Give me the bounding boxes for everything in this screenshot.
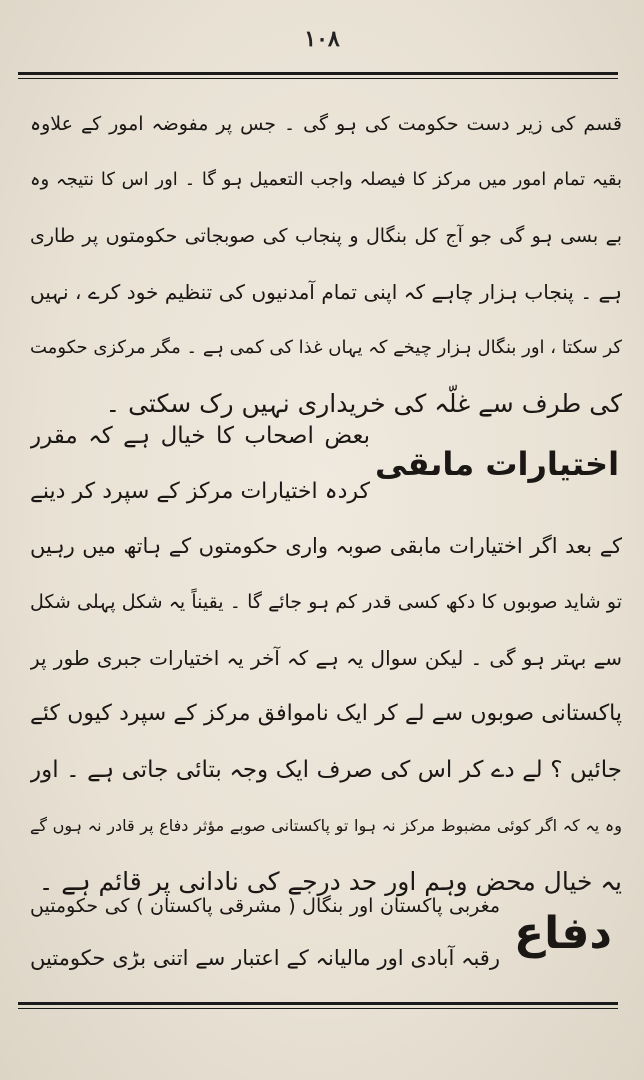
text-line: ہے ۔ پنجاب ہزار چاہے کہ اپنی تمام آمدنیوں کی تنظیم خود کرے ، نہیں: [30, 280, 622, 304]
text-line: کی طرف سے غلّہ کی خریداری نہیں رک سکتی ۔: [105, 389, 622, 418]
text-line: جائیں ؟ لے دے کر اس کی صرف ایک وجہ بتائی جاتی ہے ۔ اور: [30, 757, 622, 783]
section-defence: [30, 880, 622, 990]
bottom-double-rule: [18, 1002, 618, 1009]
section-intro: [30, 408, 370, 520]
text-line: بے بسی ہو گی جو آج کل بنگال و پنجاب کی صوبجاتی حکومتوں پر طاری: [30, 225, 622, 247]
text-line: کے بعد اگر اختیارات مابقی صوبہ واری حکومتوں کے ہاتھ میں رہیں: [30, 534, 622, 558]
section-heading: دفاع: [514, 908, 612, 959]
text-line: تو شاید صوبوں کا دکھ کسی قدر کم ہو جائے گا ۔ یقیناً یہ شکل پہلی شکل: [30, 591, 622, 613]
text-line: کردہ اختیارات مرکز کے سپرد کر دینے: [30, 479, 370, 504]
text-line: مغربی پاکستان اور بنگال ( مشرقی پاکستان ) کی حکومتیں: [30, 895, 500, 917]
text-line: رقبہ آبادی اور مالیانہ کے اعتبار سے اتنی بڑی حکومتیں: [30, 946, 500, 970]
text-line: بقیہ تمام امور میں مرکز کا فیصلہ واجب التعمیل ہو گا ۔ اور اس کا نتیجہ وہ: [30, 169, 622, 190]
section-heading: اختیارات ماںقی: [374, 445, 620, 483]
text-line: پاکستانی صوبوں سے لے کر ایک ناموافق مرکز کے سپرد کیوں کئے: [30, 701, 622, 726]
section-intro: [30, 880, 500, 984]
top-double-rule: [18, 72, 618, 79]
page-number: ۱۰۸: [304, 26, 340, 52]
text-line: کر سکتا ، اور بنگال ہزار چیخے کہ یہاں غذا کی کمی ہے ۔ مگر مرکزی حکومت: [30, 337, 622, 358]
paragraph-1: [30, 96, 622, 432]
text-line: بعض اصحاب کا خیال ہے کہ مقرر: [30, 423, 370, 449]
text-line: قسم کی زیر دست حکومت کی ہو گی ۔ جس پر مفوضہ امور کے علاوہ: [30, 113, 622, 135]
text-line: یہ خیال محض وہم اور حد درجے کی نادانی پر قائم ہے ۔: [38, 867, 622, 896]
text-line: وہ یہ کہ اگر کوئی مضبوط مرکز نہ ہوا تو پاکستانی صوبے مؤثر دفاع پر قادر نہ ہوں گے: [30, 816, 622, 835]
paragraph-2: [30, 518, 622, 910]
section-residuary-powers: [30, 408, 622, 520]
text-line: سے بہتر ہو گی ۔ لیکن سوال یہ ہے کہ آخر یہ اختیارات جبری طور پر: [30, 646, 622, 670]
